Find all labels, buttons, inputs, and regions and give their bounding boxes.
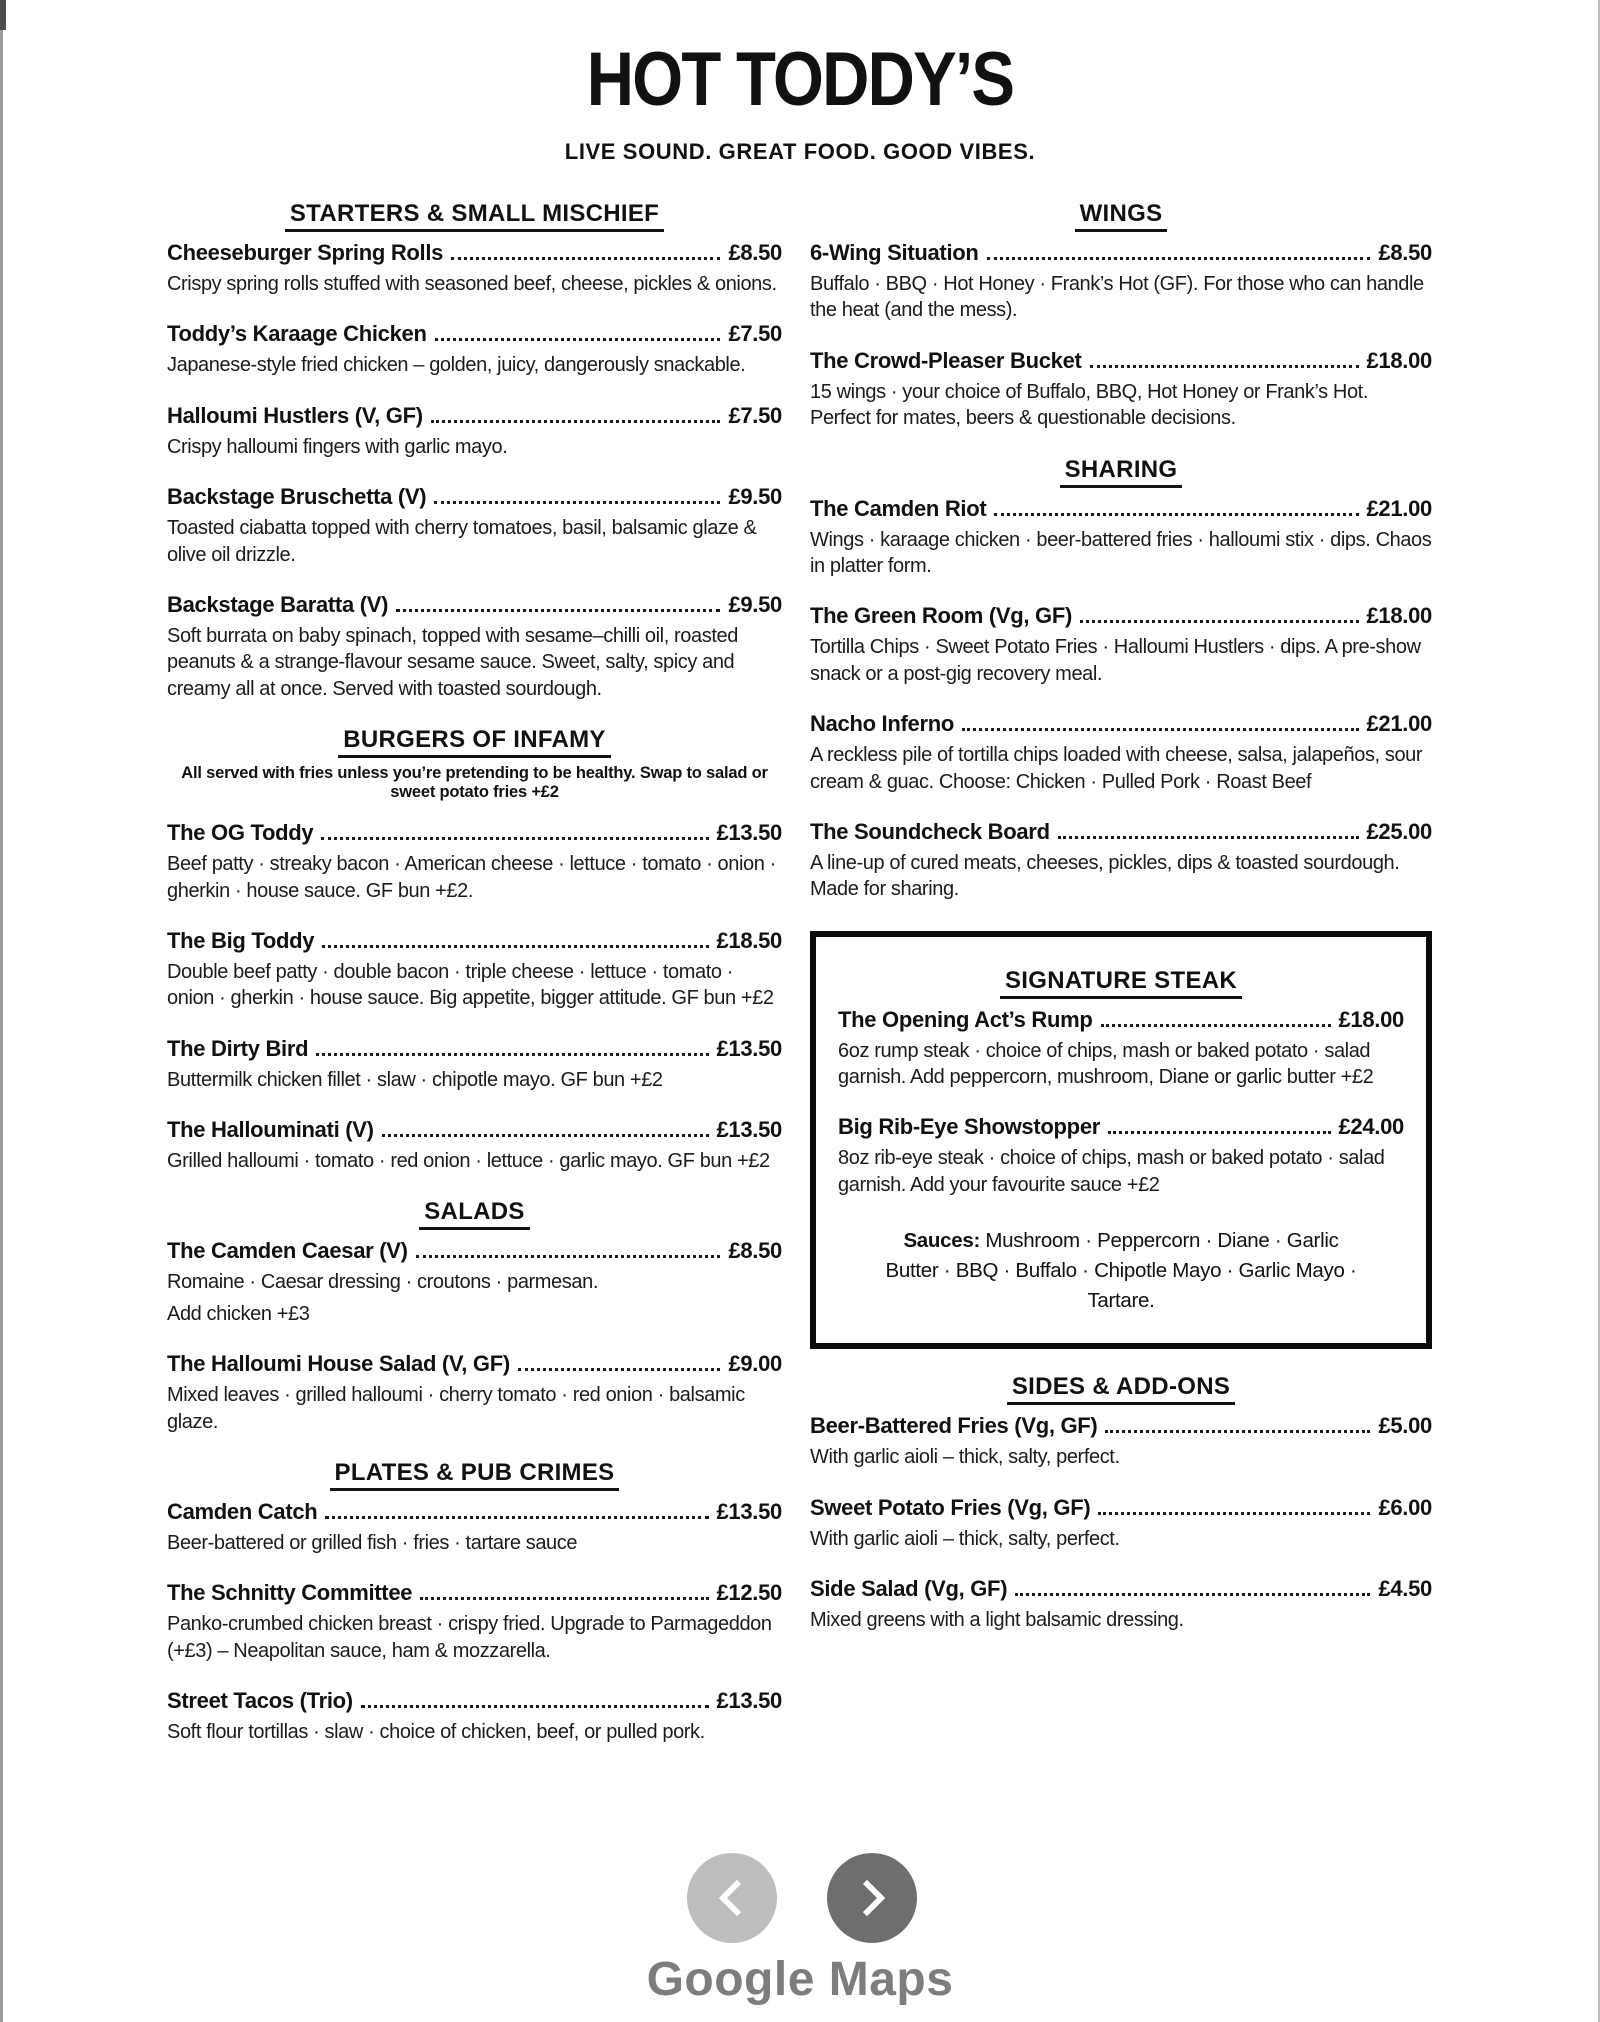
dotted-leader xyxy=(1080,620,1359,623)
item-name: The Opening Act’s Rump xyxy=(838,1006,1093,1032)
item-description: Add chicken +£3 xyxy=(167,1302,310,1325)
item-name-row xyxy=(838,1007,1404,1033)
item-price: £9.00 xyxy=(728,1351,782,1377)
item-price: £18.00 xyxy=(1338,1006,1404,1032)
menu-item xyxy=(167,1351,782,1435)
sauces-line xyxy=(881,1226,1361,1315)
menu-section xyxy=(167,200,782,702)
dotted-leader xyxy=(1098,1512,1370,1515)
menu-item xyxy=(167,1580,782,1664)
dotted-leader xyxy=(420,1597,708,1600)
dotted-leader xyxy=(1105,1430,1370,1433)
section-heading-text: SHARING xyxy=(1060,456,1183,488)
item-description: Double beef patty · double bacon · triple cheese · lettuce · tomato · onion · gherkin · house sauce. Big appetite, bigger attitude. GF bun +£2 xyxy=(167,960,774,1010)
item-name: The Camden Caesar (V) xyxy=(167,1238,408,1264)
dotted-leader xyxy=(396,609,720,612)
sauces-label: Sauces: xyxy=(903,1229,986,1253)
item-name: The Crowd-Pleaser Bucket xyxy=(810,347,1082,373)
item-price: £13.50 xyxy=(716,1117,782,1143)
menu-section xyxy=(810,1373,1432,1633)
menu-column-left xyxy=(167,200,782,1770)
menu-item xyxy=(810,819,1432,903)
item-name-row xyxy=(810,711,1432,737)
item-price: £8.50 xyxy=(1378,240,1432,265)
section-heading-text: PLATES & PUB CRIMES xyxy=(330,1459,620,1491)
item-price: £5.00 xyxy=(1378,1413,1432,1439)
item-price: £8.50 xyxy=(728,1238,782,1264)
menu-item xyxy=(167,240,782,297)
dotted-leader xyxy=(1101,1024,1331,1027)
menu-item xyxy=(167,403,782,460)
item-name-row xyxy=(810,603,1432,629)
menu-item xyxy=(810,603,1432,687)
item-name-row xyxy=(167,1351,782,1377)
section-heading xyxy=(167,1459,782,1487)
dotted-leader xyxy=(325,1516,708,1519)
item-name-row xyxy=(167,321,782,347)
item-name: Halloumi Hustlers (V, GF) xyxy=(167,402,423,428)
chevron-left-icon xyxy=(719,1880,756,1917)
item-price: £7.50 xyxy=(728,321,782,347)
item-name: 6-Wing Situation xyxy=(810,240,979,265)
dotted-leader xyxy=(431,420,721,423)
menu-item xyxy=(810,348,1432,432)
item-price: £7.50 xyxy=(728,402,782,428)
item-description: With garlic aioli – thick, salty, perfect. xyxy=(810,1527,1120,1550)
section-heading xyxy=(810,1373,1432,1401)
item-name-row xyxy=(167,484,782,510)
item-name-row xyxy=(810,1413,1432,1439)
item-description: Beer-battered or grilled fish · fries · tartare sauce xyxy=(167,1532,578,1555)
item-name: Backstage Bruschetta (V) xyxy=(167,484,427,510)
section-heading-text: WINGS xyxy=(1075,200,1168,232)
item-name-row xyxy=(167,1580,782,1606)
chevron-right-icon xyxy=(849,1880,886,1917)
item-name: The Green Room (Vg, GF) xyxy=(810,603,1072,629)
item-name-row xyxy=(810,1495,1432,1521)
item-name: The Schnitty Committee xyxy=(167,1580,413,1606)
item-name: Camden Catch xyxy=(167,1499,318,1525)
item-description: Soft flour tortillas · slaw · choice of chicken, beef, or pulled pork. xyxy=(167,1721,705,1744)
section-heading-text: SALADS xyxy=(419,1198,529,1230)
item-name-row xyxy=(838,1114,1404,1140)
item-description: Mixed leaves · grilled halloumi · cherry tomato · red onion · balsamic glaze. xyxy=(167,1384,745,1433)
item-name: Beer-Battered Fries (Vg, GF) xyxy=(810,1413,1098,1439)
item-name: Backstage Baratta (V) xyxy=(167,591,389,617)
item-description: Beef patty · streaky bacon · American cheese · lettuce · tomato · onion · gherkin · house sauce. GF bun +£2. xyxy=(167,853,776,902)
dotted-leader xyxy=(321,837,708,840)
item-price: £12.50 xyxy=(716,1580,782,1606)
item-name: The Big Toddy xyxy=(167,927,315,953)
dotted-leader xyxy=(451,257,720,260)
menu-section xyxy=(810,931,1432,1350)
google-maps-watermark: Google Maps xyxy=(646,1953,954,2006)
item-description: Grilled halloumi · tomato · red onion · lettuce · garlic mayo. GF bun +£2 xyxy=(167,1150,770,1173)
item-price: £4.50 xyxy=(1378,1576,1432,1602)
dotted-leader xyxy=(316,1053,708,1056)
tagline: LIVE SOUND. GREAT FOOD. GOOD VIBES. xyxy=(564,139,1036,164)
item-description: 8oz rib-eye steak · choice of chips, mash or baked potato · salad garnish. Add your favourite sauce +£2 xyxy=(838,1147,1385,1196)
menu-item xyxy=(810,1576,1432,1633)
menu-item xyxy=(167,321,782,378)
item-price: £13.50 xyxy=(716,1499,782,1525)
item-price: £18.00 xyxy=(1366,603,1432,629)
section-heading-text: STARTERS & SMALL MISCHIEF xyxy=(285,200,664,232)
dotted-leader xyxy=(994,513,1358,516)
menu-item xyxy=(167,592,782,702)
item-name-row xyxy=(167,1688,782,1714)
photo-edge-corner xyxy=(0,0,6,30)
item-name-row xyxy=(810,348,1432,374)
item-price: £21.00 xyxy=(1366,495,1432,521)
item-name: Big Rib-Eye Showstopper xyxy=(838,1114,1101,1140)
item-name: The Halloumi House Salad (V, GF) xyxy=(167,1351,510,1377)
item-price: £25.00 xyxy=(1366,818,1432,844)
item-name-row xyxy=(167,403,782,429)
dotted-leader xyxy=(435,338,721,341)
item-description: Wings · karaage chicken · beer-battered fries · halloumi stix · dips. Chaos in platter form. xyxy=(810,528,1432,577)
menu-column-right xyxy=(810,200,1432,1770)
item-description: Buttermilk chicken fillet · slaw · chipotle mayo. GF bun +£2 xyxy=(167,1068,663,1091)
item-description: Crispy halloumi fingers with garlic mayo. xyxy=(167,435,508,458)
menu-item xyxy=(810,496,1432,580)
section-heading-text: BURGERS OF INFAMY xyxy=(338,726,610,758)
item-name: The Camden Riot xyxy=(810,495,987,521)
menu-item xyxy=(167,1499,782,1556)
item-name-row xyxy=(167,928,782,954)
item-price: £18.50 xyxy=(716,927,782,953)
item-description: 15 wings · your choice of Buffalo, BBQ, Hot Honey or Frank’s Hot. Perfect for mates, beers & questionable decisions. xyxy=(810,380,1368,430)
photo-edge-left xyxy=(0,0,3,2022)
item-name: Sweet Potato Fries (Vg, GF) xyxy=(810,1494,1091,1520)
dotted-leader xyxy=(361,1705,709,1708)
menu-section xyxy=(167,726,782,1174)
item-description: Mixed greens with a light balsamic dressing. xyxy=(810,1609,1184,1632)
dotted-leader xyxy=(434,501,720,504)
menu-item xyxy=(167,484,782,568)
item-name-row xyxy=(810,1576,1432,1602)
item-description: Tortilla Chips · Sweet Potato Fries · Halloumi Hustlers · dips. A pre-show snack or a post-gig recovery meal. xyxy=(810,636,1421,685)
item-name-row xyxy=(810,819,1432,845)
menu-columns xyxy=(167,200,1432,1770)
item-description: Crispy spring rolls stuffed with seasoned beef, cheese, pickles & onions. xyxy=(167,273,777,295)
item-name-row xyxy=(167,1499,782,1525)
item-price: £9.50 xyxy=(728,484,782,510)
item-name-row xyxy=(167,240,782,266)
menu-item xyxy=(810,1495,1432,1552)
dotted-leader xyxy=(1015,1593,1370,1596)
dotted-leader xyxy=(1090,365,1359,368)
item-description: Buffalo · BBQ · Hot Honey · Frank’s Hot (GF). For those who can handle the heat (and the mess). xyxy=(810,273,1424,322)
menu-item xyxy=(810,1413,1432,1470)
dotted-leader xyxy=(1108,1131,1330,1134)
menu-item xyxy=(167,1117,782,1174)
restaurant-title: HOT TODDY’S xyxy=(586,37,1014,122)
item-name-row xyxy=(167,820,782,846)
item-name: Side Salad (Vg, GF) xyxy=(810,1576,1008,1602)
menu-item xyxy=(167,1688,782,1745)
section-heading-text: SIGNATURE STEAK xyxy=(1000,967,1242,999)
item-price: £13.50 xyxy=(716,1688,782,1714)
item-name: The Hallouminati (V) xyxy=(167,1117,374,1143)
item-name: The OG Toddy xyxy=(167,820,314,846)
item-name-row xyxy=(167,1036,782,1062)
menu-item xyxy=(838,1007,1404,1091)
dotted-leader xyxy=(518,1368,721,1371)
section-heading xyxy=(167,200,782,228)
next-image-button[interactable] xyxy=(827,1853,917,1943)
item-description: Panko-crumbed chicken breast · crispy fried. Upgrade to Parmageddon (+£3) – Neapolitan sauce, ham & mozzarella. xyxy=(167,1613,772,1662)
section-note: All served with fries unless you’re pretending to be healthy. Swap to salad or sweet potato fries +£2 xyxy=(181,764,768,802)
menu-header xyxy=(0,36,1600,165)
section-heading xyxy=(810,200,1432,228)
menu-section xyxy=(167,1198,782,1435)
section-heading xyxy=(167,1198,782,1226)
item-price: £13.50 xyxy=(716,1035,782,1061)
menu-section xyxy=(810,456,1432,903)
item-price: £24.00 xyxy=(1338,1114,1404,1140)
item-name: Nacho Inferno xyxy=(810,711,954,737)
item-name-row xyxy=(167,592,782,618)
dotted-leader xyxy=(962,728,1359,731)
dotted-leader xyxy=(382,1134,709,1137)
dotted-leader xyxy=(987,257,1371,260)
item-name-row xyxy=(810,496,1432,522)
menu-section xyxy=(167,1459,782,1746)
item-description: Toasted ciabatta topped with cherry tomatoes, basil, balsamic glaze & olive oil drizzle. xyxy=(167,517,757,566)
sauces-text: Mushroom · Peppercorn · Diane · Garlic Butter · BBQ · Buffalo · Chipotle Mayo · Garlic Mayo · Tartare. xyxy=(885,1229,1357,1312)
menu-item xyxy=(810,711,1432,795)
previous-image-button[interactable] xyxy=(687,1853,777,1943)
item-name-row xyxy=(810,240,1432,266)
item-price: £6.00 xyxy=(1378,1494,1432,1520)
item-description: Romaine · Caesar dressing · croutons · parmesan. xyxy=(167,1271,598,1294)
item-price: £9.50 xyxy=(728,591,782,617)
item-name-row xyxy=(167,1117,782,1143)
item-description: A reckless pile of tortilla chips loaded with cheese, salsa, jalapeños, sour cream & guac. Choose: Chicken · Pulled Pork · Roast Beef xyxy=(810,744,1423,793)
item-name: The Soundcheck Board xyxy=(810,818,1050,844)
menu-item xyxy=(167,928,782,1012)
menu-item xyxy=(167,1238,782,1327)
item-name: Street Tacos (Trio) xyxy=(167,1688,353,1714)
menu-section xyxy=(810,200,1432,432)
section-heading xyxy=(838,967,1404,995)
item-name: Cheeseburger Spring Rolls xyxy=(167,240,444,265)
menu-item xyxy=(167,1036,782,1093)
item-name-row xyxy=(167,1238,782,1264)
item-description: With garlic aioli – thick, salty, perfect. xyxy=(810,1446,1120,1469)
item-price: £8.50 xyxy=(728,240,782,265)
section-heading xyxy=(810,456,1432,484)
item-price: £21.00 xyxy=(1366,711,1432,737)
dotted-leader xyxy=(416,1255,721,1258)
item-price: £13.50 xyxy=(716,820,782,846)
menu-item xyxy=(838,1114,1404,1198)
section-heading xyxy=(167,726,782,754)
item-description: 6oz rump steak · choice of chips, mash or baked potato · salad garnish. Add peppercorn, mushroom, Diane or garlic butter +£2 xyxy=(838,1039,1374,1089)
section-heading-text: SIDES & ADD-ONS xyxy=(1007,1373,1235,1405)
item-name: Toddy’s Karaage Chicken xyxy=(167,321,427,347)
item-description: A line-up of cured meats, cheeses, pickles, dips & toasted sourdough. Made for sharing. xyxy=(810,851,1400,901)
menu-item xyxy=(810,240,1432,324)
menu-item xyxy=(167,820,782,904)
item-price: £18.00 xyxy=(1366,347,1432,373)
dotted-leader xyxy=(1058,836,1359,839)
item-name: The Dirty Bird xyxy=(167,1035,309,1061)
item-description: Japanese-style fried chicken – golden, juicy, dangerously snackable. xyxy=(167,354,746,377)
dotted-leader xyxy=(322,945,708,948)
item-description: Soft burrata on baby spinach, topped with sesame–chilli oil, roasted peanuts & a strange-flavour sesame sauce. Sweet, salty, spicy and creamy all at once. Served with toasted sourdough. xyxy=(167,624,738,700)
